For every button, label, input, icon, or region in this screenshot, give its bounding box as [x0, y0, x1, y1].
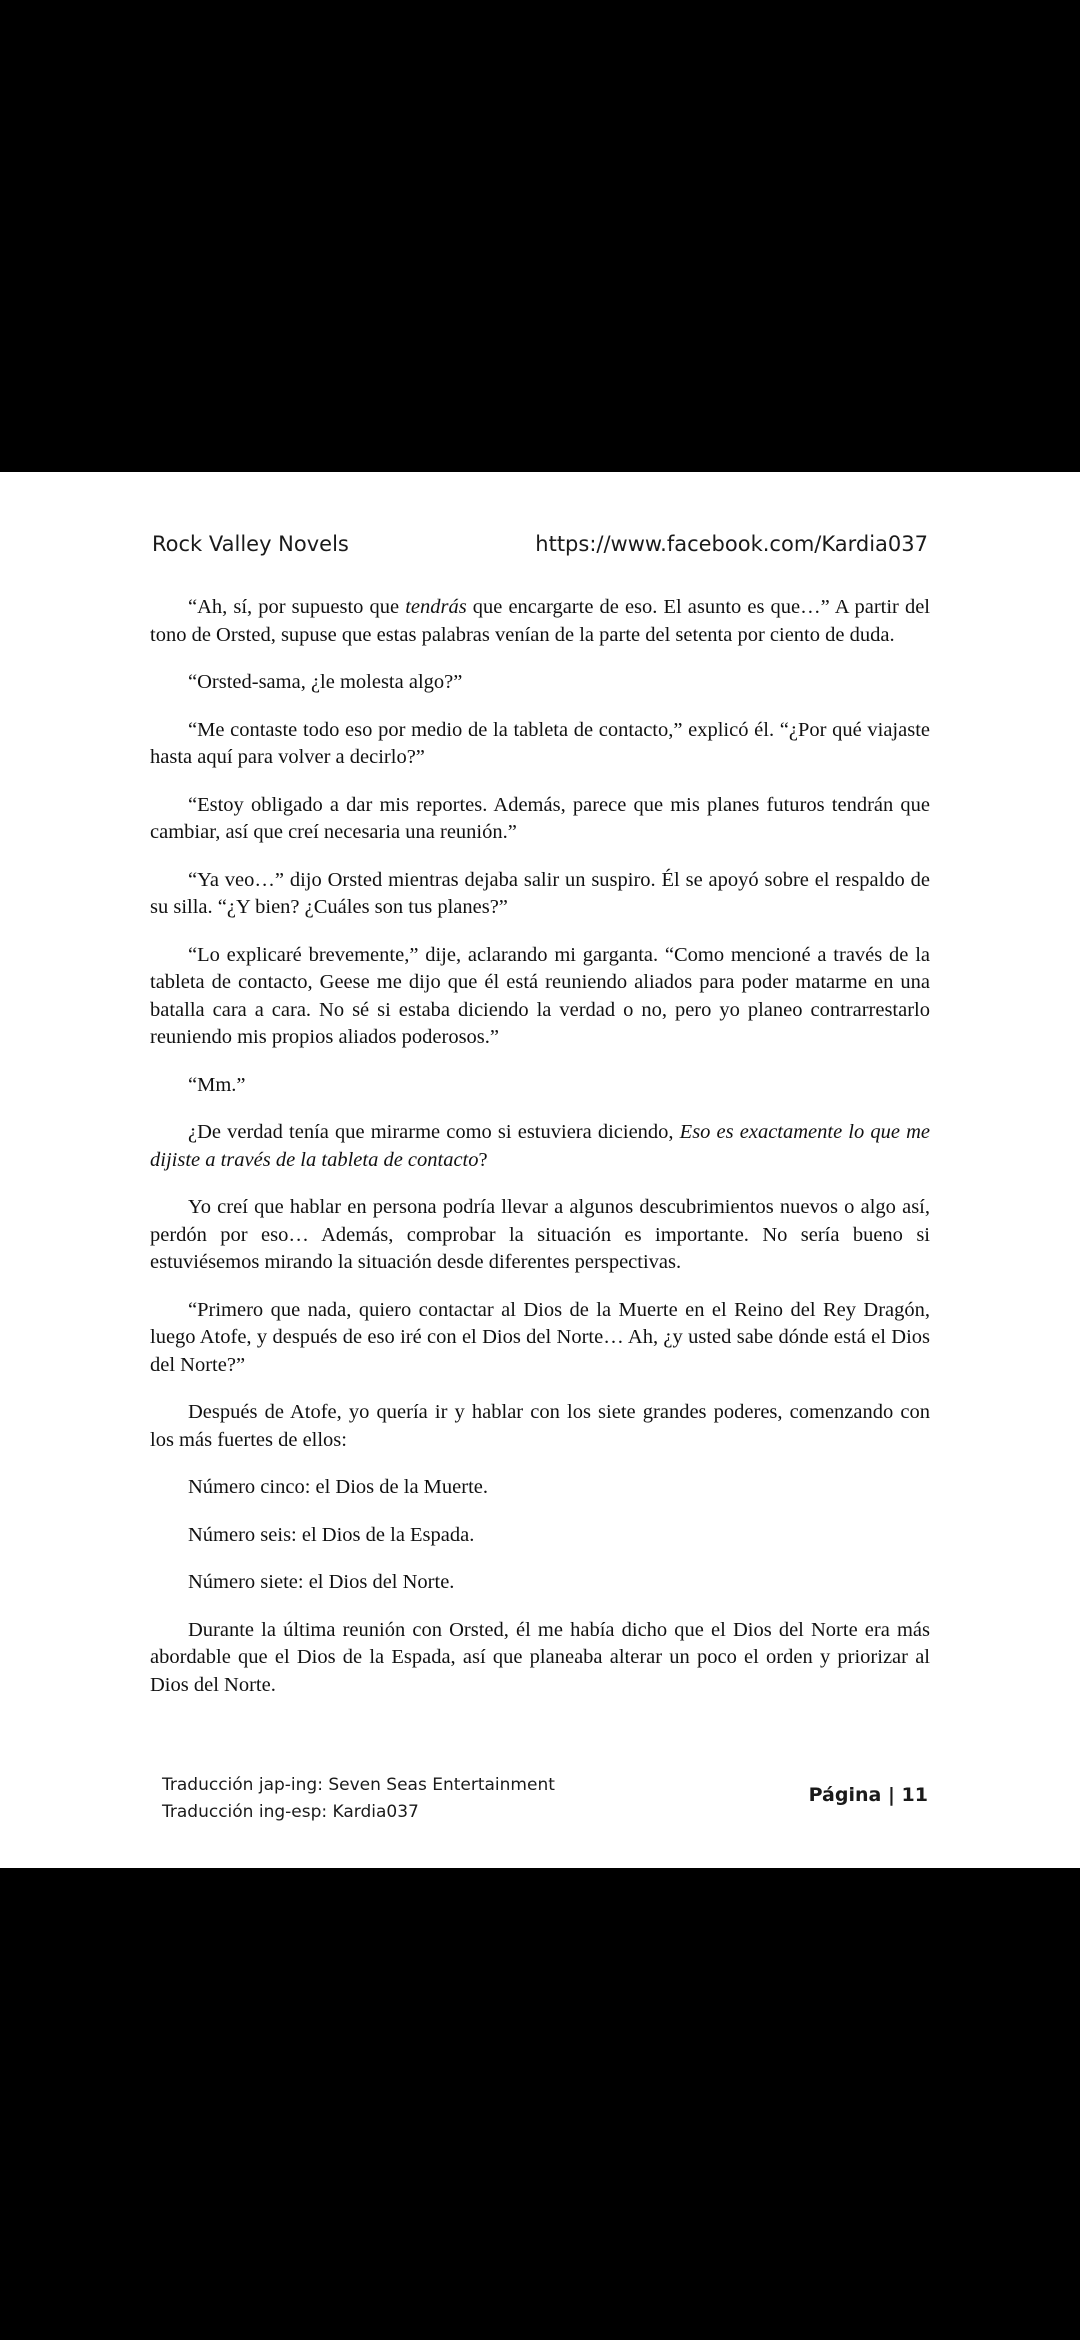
page-separator: | — [887, 1784, 895, 1806]
body-text — [150, 594, 930, 1719]
page-label: Página — [808, 1784, 882, 1806]
page-number-value: 11 — [901, 1784, 928, 1806]
header-url: https://www.facebook.com/Kardia037 — [535, 532, 928, 556]
paragraph: “Me contaste todo eso por medio de la tableta de contacto,” explicó él. “¿Por qué viajaste hasta aquí para volver a decirlo?” — [150, 718, 930, 768]
paragraph: “Mm.” — [188, 1073, 246, 1096]
page-number — [809, 1784, 928, 1806]
paragraph: Después de Atofe, yo quería ir y hablar con los siete grandes poderes, comenzando con los más fuertes de ellos: — [150, 1401, 930, 1451]
paragraph: “Lo explicaré brevemente,” dije, aclarando mi garganta. “Como mencioné a través de la tableta de contacto, Geese me dijo que él está reuniendo aliados para poder matarme en una batalla cara a cara. No sé si estaba diciendo la verdad o no, pero yo planeo contrarrestarlo reuniendo mis propios aliados poderosos.” — [150, 943, 930, 1048]
credit-line: Traducción ing-esp: Kardia037 — [162, 1802, 419, 1822]
emphasis: Eso es exactamente lo que me dijiste a través de la tableta de contacto — [150, 1121, 930, 1171]
paragraph: Durante la última reunión con Orsted, él me había dicho que el Dios del Norte era más abordable que el Dios de la Espada, así que planeaba alterar un poco el orden y priorizar al Dios del Norte. — [150, 1618, 930, 1696]
credit-line: Traducción jap-ing: Seven Seas Entertainment — [162, 1775, 555, 1795]
document-page — [0, 472, 1080, 1868]
list-paragraph: Número siete: el Dios del Norte. — [188, 1571, 455, 1593]
paragraph: “Estoy obligado a dar mis reportes. Además, parece que mis planes futuros tendrán que cambiar, así que creí necesaria una reunión.” — [150, 793, 930, 843]
page-header — [152, 532, 928, 564]
paragraph: “Ya veo…” dijo Orsted mientras dejaba salir un suspiro. Él se apoyó sobre el respaldo de su silla. “¿Y bien? ¿Cuáles son tus planes?” — [150, 868, 930, 918]
paragraph: ¿De verdad tenía que mirarme como si estuviera diciendo, Eso es exactamente lo que me dijiste a través de la tableta de contacto? — [150, 1121, 930, 1171]
emphasis: tendrás — [405, 596, 467, 618]
header-publisher: Rock Valley Novels — [152, 532, 349, 556]
list-paragraph: Número cinco: el Dios de la Muerte. — [188, 1476, 489, 1498]
paragraph: Yo creí que hablar en persona podría llevar a algunos descubrimientos nuevos o algo así, perdón por eso… Además, comprobar la situación es importante. No sería bueno si estuviésemos mirando la situación desde diferentes perspectivas. — [150, 1196, 930, 1273]
paragraph: “Orsted-sama, ¿le molesta algo?” — [188, 671, 463, 693]
paragraph: “Primero que nada, quiero contactar al Dios de la Muerte en el Reino del Rey Dragón, luego Atofe, y después de eso iré con el Dios del Norte… Ah, ¿y usted sabe dónde está el Dios del Norte?” — [150, 1298, 930, 1376]
translation-credits — [162, 1772, 555, 1826]
paragraph: “Ah, sí, por supuesto que tendrás que encargarte de eso. El asunto es que…” A partir del tono de Orsted, supuse que estas palabras venían de la parte del setenta por ciento de duda. — [150, 596, 930, 646]
list-paragraph: Número seis: el Dios de la Espada. — [188, 1523, 475, 1546]
